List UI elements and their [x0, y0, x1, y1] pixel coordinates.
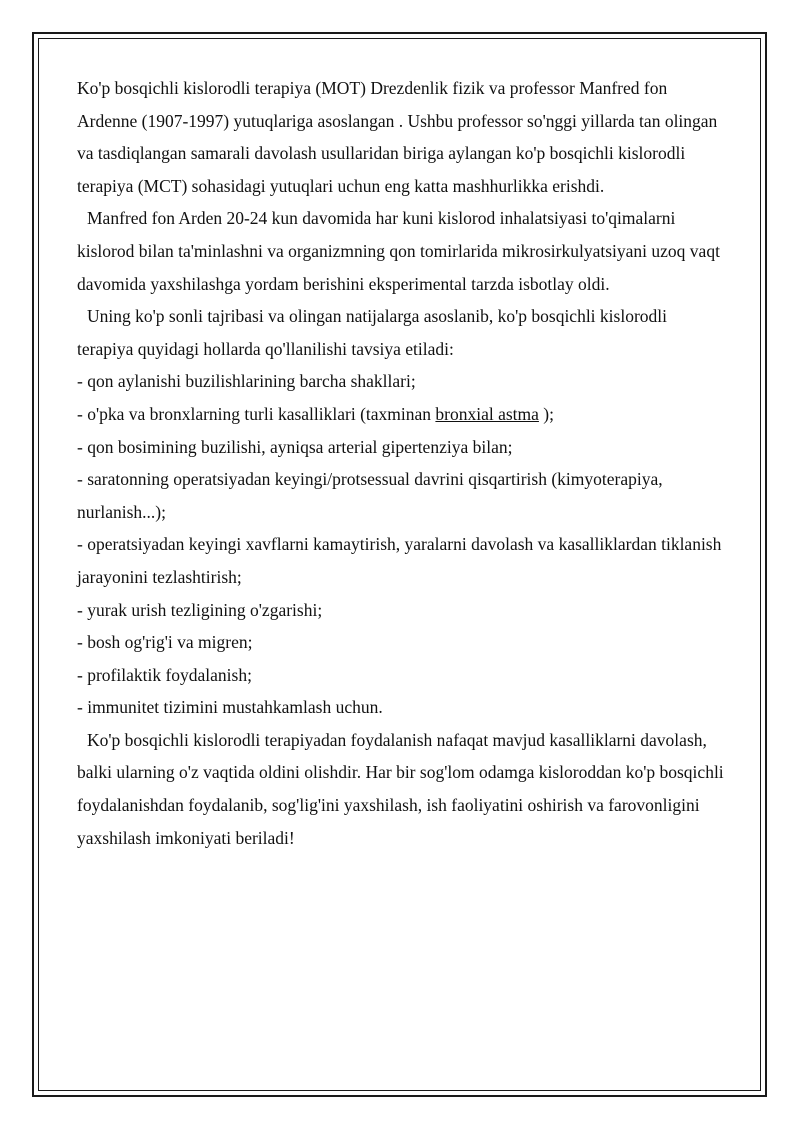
- list-item: - qon aylanishi buzilishlarining barcha shakllari;: [77, 371, 416, 392]
- list-item: - operatsiyadan keyingi xavflarni kamaytirish, yaralarni davolash va kasalliklardan tiklanish jarayonini tezlashtirish;: [77, 534, 722, 587]
- list-item: - yurak urish tezligining o'zgarishi;: [77, 599, 323, 620]
- list-item-text: - o'pka va bronxlarning turli kasalliklari (taxminan: [77, 403, 436, 424]
- list-item: - immunitet tizimini mustahkamlash uchun.: [77, 697, 383, 718]
- list-item: - profilaktik foydalanish;: [77, 664, 252, 685]
- bronxial-astma-link[interactable]: bronxial astma: [435, 403, 539, 424]
- list-item: [77, 398, 727, 431]
- list-item: - bosh og'rig'i va migren;: [77, 632, 253, 653]
- intro-paragraph: Ko'p bosqichli kislorodli terapiya (MOT) Drezdenlik fizik va professor Manfred fon Ardenne (1907-1997) yutuqlariga asoslangan . Ushbu professor so'nggi yillarda tan olingan va tasdiqlangan samarali davolash usullaridan biriga aylangan ko'p bosqichli kislorodli terapiya (MCT) sohasidagi yutuqlari uchun eng katta mashhurlikka erishdi.: [77, 78, 718, 196]
- document-body: [77, 72, 727, 854]
- experiment-paragraph: Manfred fon Arden 20-24 kun davomida har kuni kislorod inhalatsiyasi to'qimalarni kislorod bilan ta'minlashni va organizmning qon tomirlarida mikrosirkulyatsiyani uzoq vaqt davomida yaxshilashga yordam berishini eksperimental tarzda isbotlay oldi.: [77, 208, 720, 294]
- conclusion-paragraph: Ko'p bosqichli kislorodli terapiyadan foydalanish nafaqat mavjud kasalliklarni davolash, balki ularning o'z vaqtida oldini olishdir. Har bir sog'lom odamga kisloroddan ko'p bosqichli foydalanishdan foydalanib, sog'lig'ini yaxshilash, ish faoliyatini oshirish va farovonligini yaxshilash imkoniyati beriladi!: [77, 729, 724, 848]
- list-item: - saratonning operatsiyadan keyingi/protsessual davrini qisqartirish (kimyoterapiya, nurlanish...);: [77, 469, 663, 522]
- recommendation-paragraph: Uning ko'p sonli tajribasi va olingan natijalarga asoslanib, ko'p bosqichli kislorodli terapiya quyidagi hollarda qo'llanilishi tavsiya etiladi:: [77, 306, 668, 359]
- list-item-text: );: [538, 403, 554, 424]
- list-item: - qon bosimining buzilishi, ayniqsa arterial gipertenziya bilan;: [77, 436, 513, 457]
